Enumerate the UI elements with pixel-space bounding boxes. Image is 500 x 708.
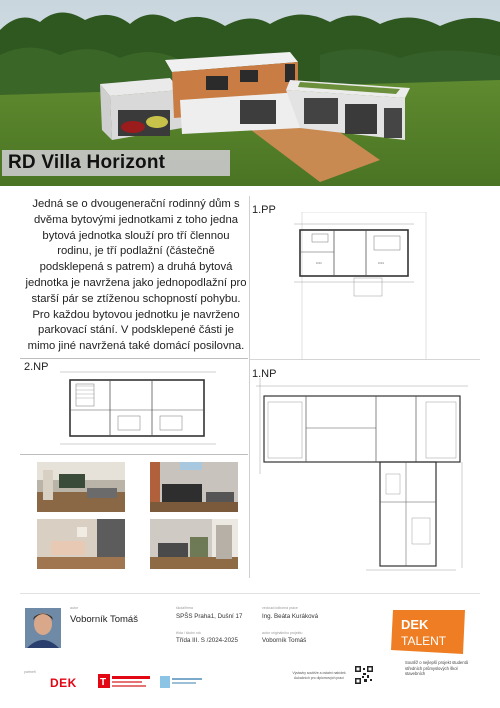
svg-text:TALENT: TALENT xyxy=(401,634,447,648)
interior-living-room-image xyxy=(37,462,125,512)
project-description: Jedná se o dvougenerační rodinný dům s dvěma bytovými jednotkami z toho jedna bytová jednotka slouží pro tří člennou rodinu, je tří podlažní (částečně podsklepená s patrem) a druhá bytová jednotka je navržena jako jednopodlažní pro starší pár se ztíženou schopností pohybu. Pro každou bytovou jednotku je navrženo parkovací stání. V podsklepené části je mimo jiné navržená také domácí posilovna. xyxy=(25,198,247,353)
partner-logo-third xyxy=(160,675,204,687)
class-caption: třída / školní rok xyxy=(176,631,201,635)
plan-label-2np: 2.NP xyxy=(24,361,49,373)
svg-text:DEK: DEK xyxy=(401,617,429,632)
dek-partner-logo: DEK xyxy=(50,676,77,690)
supervisor-name: Ing. Beáta Kuráková xyxy=(262,613,319,620)
class-year: Třída III. S /2024-2025 xyxy=(176,637,238,644)
plan-label-1pp: 1.PP xyxy=(252,204,276,216)
floor-plan-2np xyxy=(60,366,220,455)
partners-caption: partneři xyxy=(24,670,36,674)
school-caption: škola/firma xyxy=(176,606,193,610)
supervisor-caption: vedoucí/odborná práce xyxy=(262,606,298,610)
project-title: RD Villa Horizont xyxy=(8,152,166,173)
svg-text:0.01: 0.01 xyxy=(316,261,322,265)
title-bar xyxy=(2,150,230,176)
floor-plan-1np xyxy=(256,378,468,583)
floor-plan-1pp xyxy=(294,212,434,365)
original-author-caption: autor originálního projektu xyxy=(262,631,303,635)
partner-logo-cvut xyxy=(98,674,150,688)
divider xyxy=(20,358,248,359)
author-photo xyxy=(25,608,61,648)
dek-talent-logo xyxy=(391,610,465,654)
interior-kids-room-image xyxy=(37,519,125,569)
footer-note: Výstavky soutěže a ostatní nabídek Aukačních pro diplomových prací xyxy=(292,671,346,680)
footer-divider xyxy=(20,593,480,594)
author-name: Voborník Tomáš xyxy=(70,614,138,625)
interior-study-image xyxy=(150,519,238,569)
qr-code xyxy=(355,666,373,684)
divider xyxy=(249,196,250,578)
original-author-name: Voborník Tomáš xyxy=(262,637,307,644)
svg-text:0.04: 0.04 xyxy=(378,261,384,265)
author-caption: autor xyxy=(70,606,78,610)
plan-label-1np: 1.NP xyxy=(252,368,277,380)
school-name: SPŠS Praha1, Dušní 17 xyxy=(176,613,243,620)
brand-description: Soutěž o nejlepší projekt studentů středních průmyslových škol stavebních xyxy=(405,660,469,677)
svg-text:T: T xyxy=(100,677,107,688)
interior-bedroom-image xyxy=(150,462,238,512)
